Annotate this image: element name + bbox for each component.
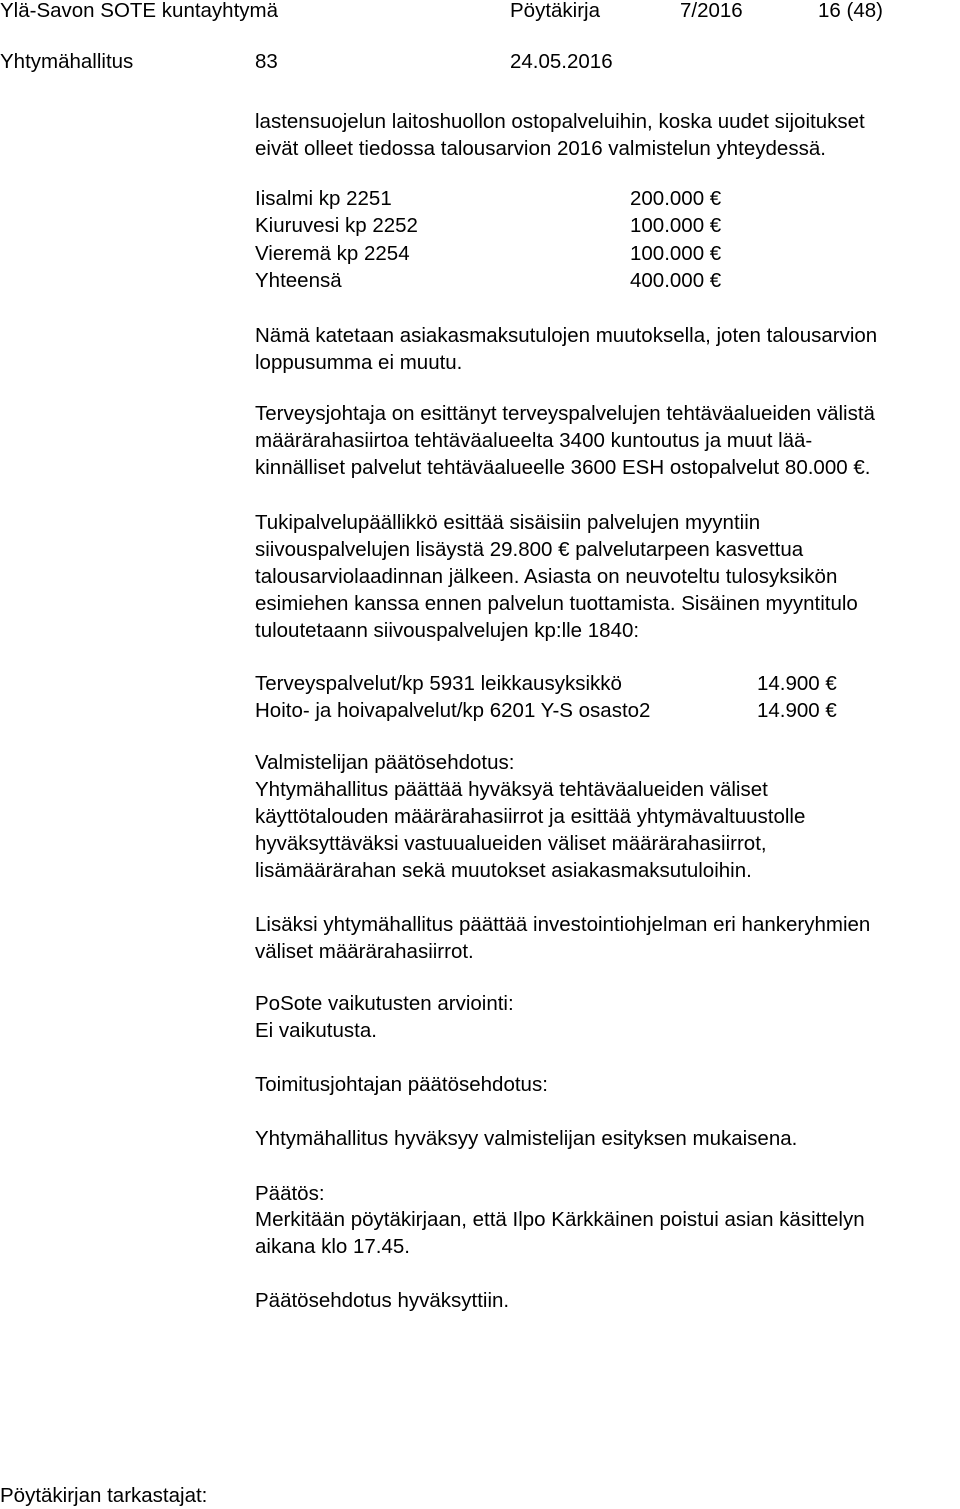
intro-paragraph: lastensuojelun laitoshuollon ostopalveluihin, koska uudet sijoitukset eivät olleet tiedossa talousarvion 2016 valmistelun yhteydessä. [255,110,865,160]
municipality-label: Iisalmi kp 2251 [255,187,392,210]
reviewers-label: Pöytäkirjan tarkastajat: [0,1484,208,1507]
service-amount: 14.900 € [757,699,837,722]
municipality-amount: 100.000 € [630,242,722,265]
service-label: Terveyspalvelut/kp 5931 leikkausyksikkö [255,672,622,695]
governing-body: Yhtymähallitus [0,50,134,73]
municipality-amount: 200.000 € [630,187,722,210]
decision-heading: Päätös: [255,1182,325,1205]
preparer-heading: Valmistelijan päätösehdotus: [255,751,515,774]
support-services-paragraph: Tukipalvelupäällikkö esittää sisäisiin palvelujen myyntiin siivouspalvelujen lisäystä 29.800 € palvelutarpeen kasvettua talousarviolaadinnan jälkeen. Asiasta on neuvoteltu tulosyksikön esimiehen kanssa ennen palvelun tuottamista. Sisäinen myyntitulo tuloutetaann siivouspalvelujen kp:lle 1840: [255,511,858,642]
meeting-date: 24.05.2016 [510,50,613,73]
section-number: 83 [255,50,278,73]
page-number: 16 (48) [818,0,883,22]
preparer-proposal: Yhtymähallitus päättää hyväksyä tehtäväalueiden väliset käyttötalouden määrärahasiirrot ja esittää yhtymävaltuustolle hyväksyttäväksi vastuualueiden väliset määrärahasiirrot, lisämäärärahan sekä muutokset asiakasmaksutuloihin. [255,778,806,882]
service-amount: 14.900 € [757,672,837,695]
municipality-amount: 100.000 € [630,214,722,237]
municipality-label: Vieremä kp 2254 [255,242,410,265]
municipality-label: Kiuruvesi kp 2252 [255,214,418,237]
accepted-statement: Päätösehdotus hyväksyttiin. [255,1289,510,1312]
decision-text: Merkitään pöytäkirjaan, että Ilpo Kärkkäinen poistui asian käsittelyn aikana klo 17.45. [255,1208,865,1258]
municipality-total-label: Yhteensä [255,269,342,292]
covered-paragraph: Nämä katetaan asiakasmaksutulojen muutoksella, joten talousarvion loppusumma ei muutu. [255,324,878,374]
document-number: 7/2016 [680,0,743,22]
service-label: Hoito- ja hoivapalvelut/kp 6201 Y-S osasto2 [255,699,651,722]
ceo-heading: Toimitusjohtajan päätösehdotus: [255,1073,548,1096]
additionally-paragraph: Lisäksi yhtymähallitus päättää investointiohjelman eri hankeryhmien väliset määrärahasiirrot. [255,913,871,963]
ceo-proposal: Yhtymähallitus hyväksyy valmistelijan esityksen mukaisena. [255,1127,798,1150]
posote-text: Ei vaikutusta. [255,1019,377,1042]
organization-name: Ylä-Savon SOTE kuntayhtymä [0,0,279,22]
posote-heading: PoSote vaikutusten arviointi: [255,992,514,1015]
document-type: Pöytäkirja [510,0,601,22]
health-director-paragraph: Terveysjohtaja on esittänyt terveyspalvelujen tehtäväalueiden välistä määrärahasiirtoa tehtäväalueelta 3400 kuntoutus ja muut lää- kinnälliset palvelut tehtäväalueelle 3600 ESH ostopalvelut 80.000 €. [255,402,875,479]
municipality-total-amount: 400.000 € [630,269,722,292]
